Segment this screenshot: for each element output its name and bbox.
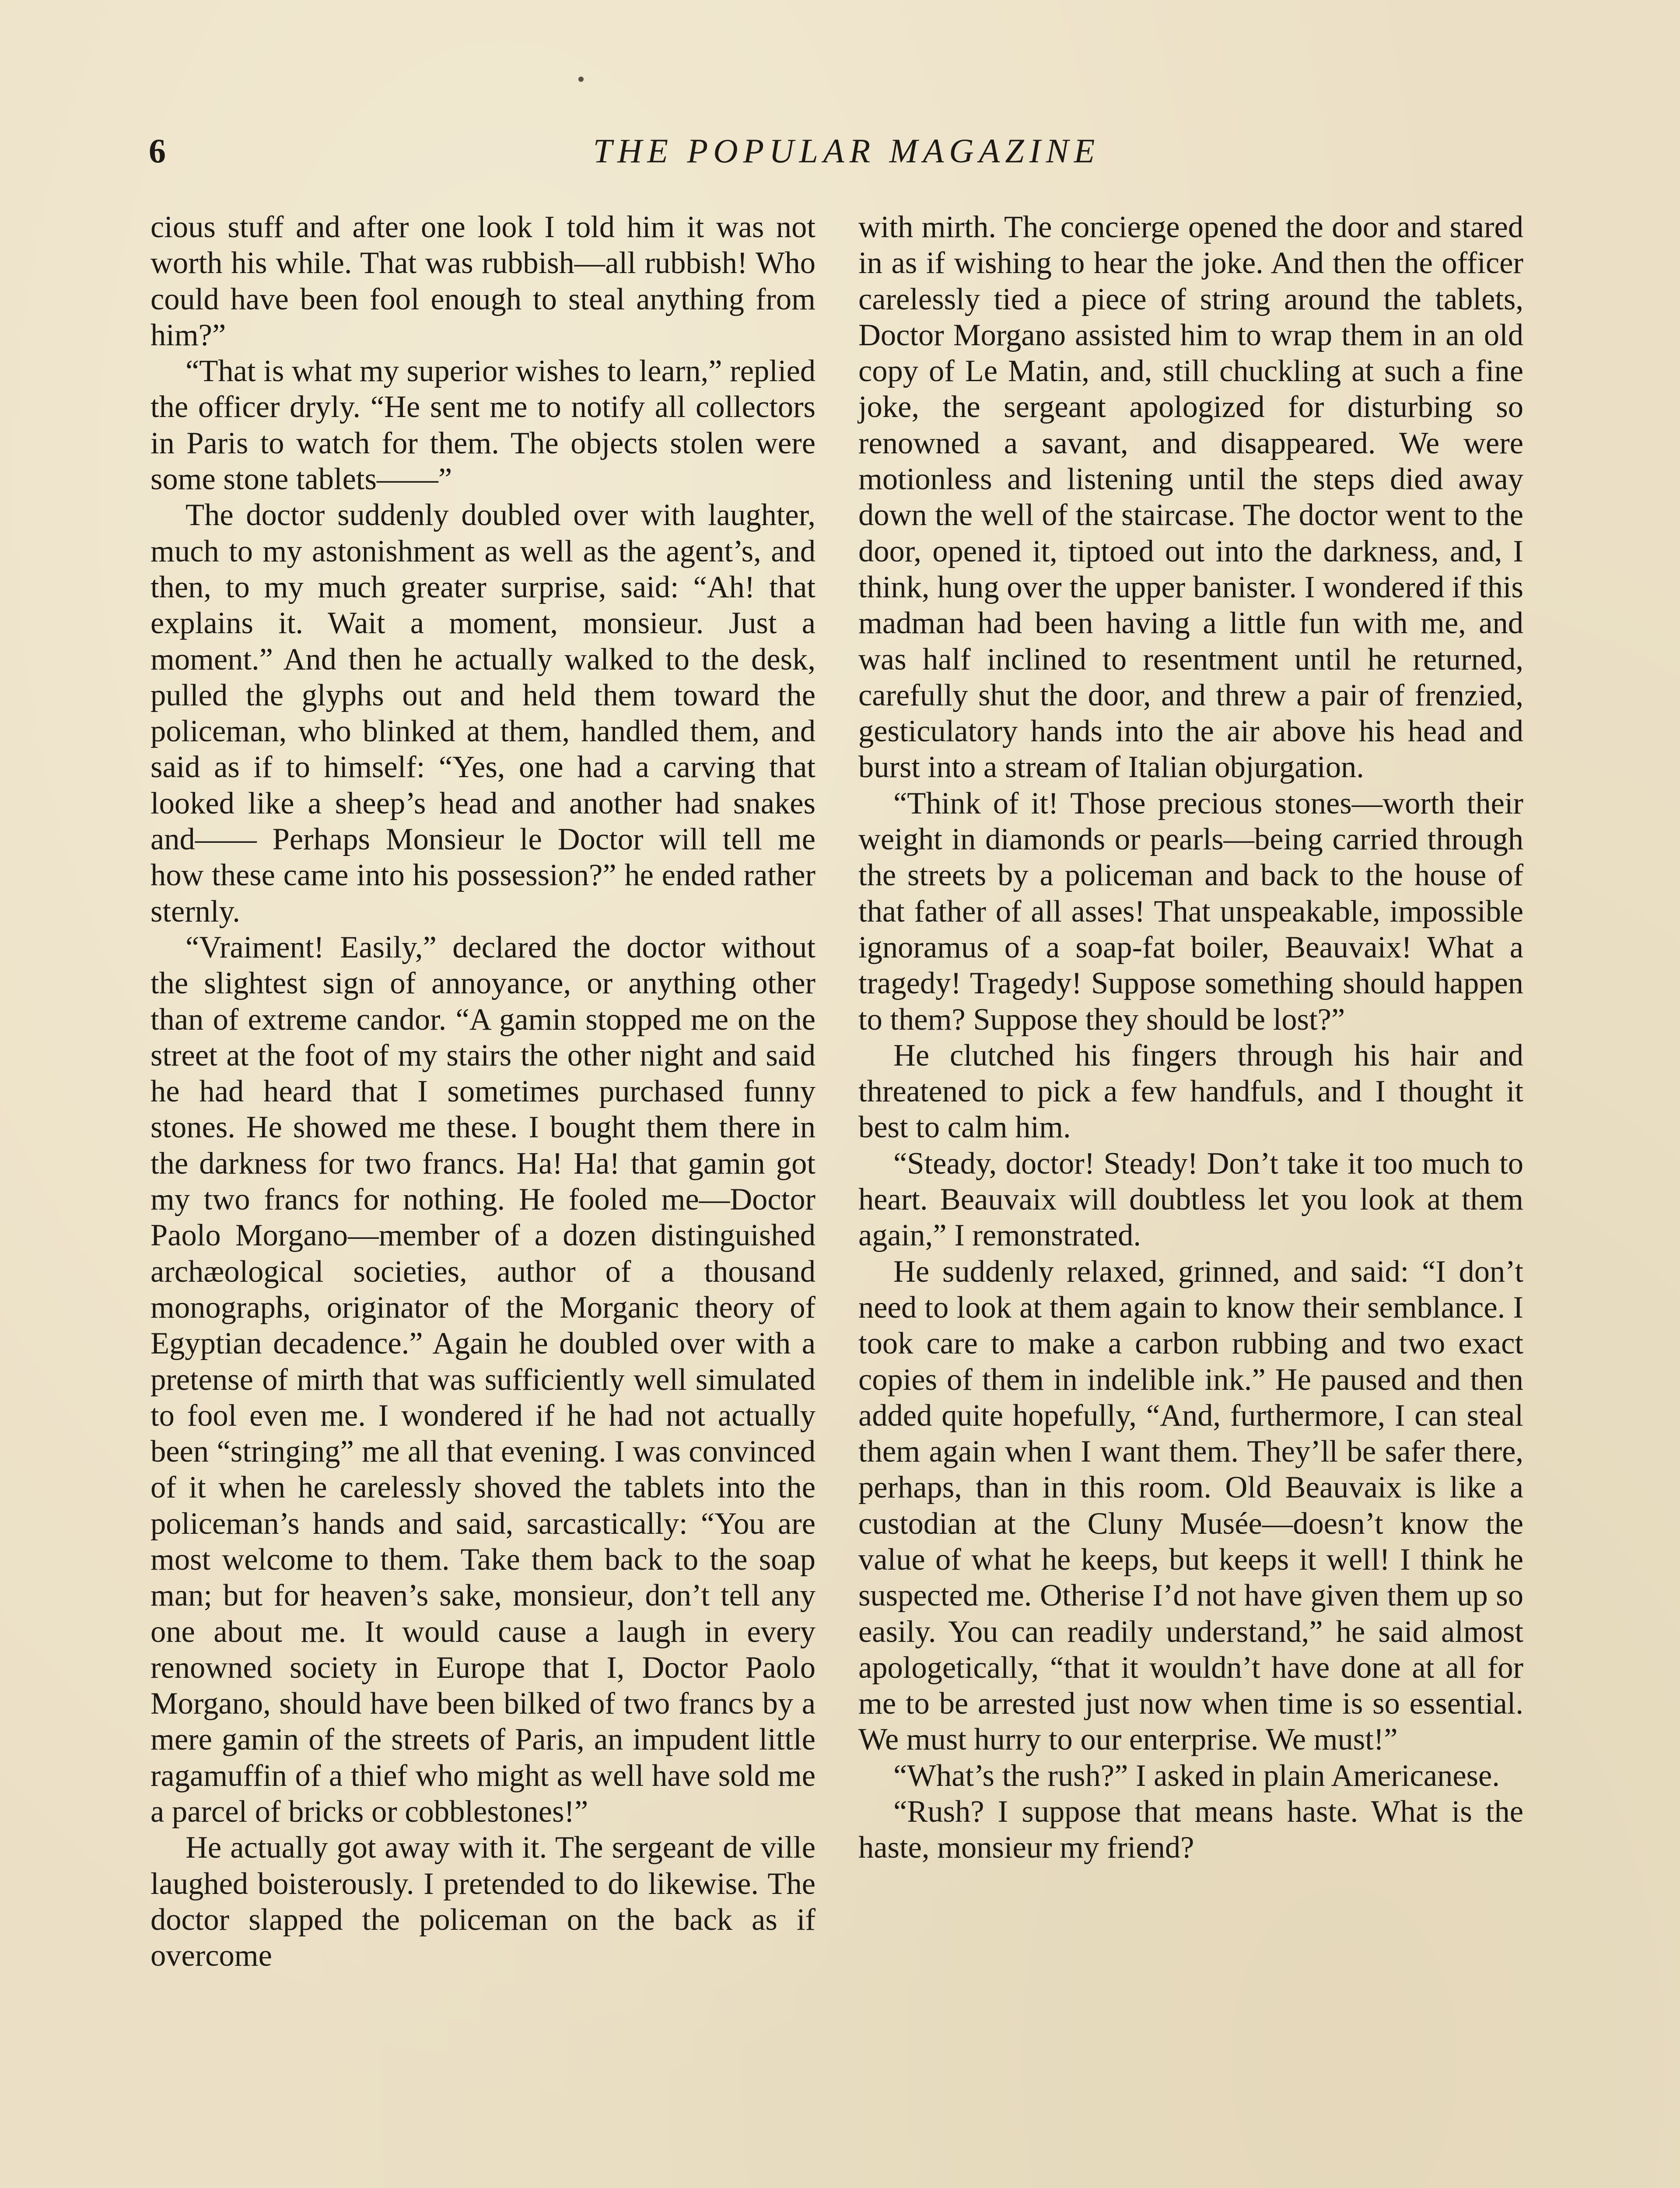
page-header xyxy=(149,131,1544,184)
paragraph: “Vraiment! Easily,” declared the doctor without the slightest sign of annoyance, or anything other than of extreme candor. “A gamin stopped me on the street at the foot of my stairs the other night and said he had heard that I sometimes purchased funny stones. He showed me these. I bought them there in the darkness for two francs. Ha! Ha! that gamin got my two francs for nothing. He fooled me—Doctor Paolo Morgano—member of a dozen distinguished archæological societies, author of a thousand monographs, originator of the Morganic theory of Egyptian decadence.” Again he doubled over with a pretense of mirth that was sufficiently well simulated to fool even me. I wondered if he had not actually been “stringing” me all that evening. I was convinced of it when he carelessly shoved the tablets into the policeman’s hands and said, sarcastically: “You are most welcome to them. Take them back to the soap man; but for heaven’s sake, monsieur, don’t tell any one about me. It would cause a laugh in every renowned society in Europe that I, Doctor Paolo Morgano, should have been bilked of two francs by a mere gamin of the streets of Paris, an impudent little ragamuffin of a thief who might as well have sold me a parcel of bricks or cobblestones!” xyxy=(150,930,816,1829)
paragraph: cious stuff and after one look I told him it was not worth his while. That was rubbish—all rubbish! Who could have been fool enough to steal anything from him?” xyxy=(150,210,816,352)
paragraph: “Rush? I suppose that means haste. What is the haste, monsieur my friend? xyxy=(858,1795,1523,1865)
paragraph: “Steady, doctor! Steady! Don’t take it too much to heart. Beauvaix will doubtless let you look at them again,” I remonstrated. xyxy=(858,1146,1523,1253)
page-number: 6 xyxy=(149,132,166,170)
paragraph: He clutched his fingers through his hair and threatened to pick a few handfuls, and I thought it best to calm him. xyxy=(858,1038,1523,1145)
paragraph: “That is what my superior wishes to learn,” replied the officer dryly. “He sent me to notify all collectors in Paris to watch for them. The objects stolen were some stone tablets——” xyxy=(150,354,816,497)
paragraph: “Think of it! Those precious stones—worth their weight in diamonds or pearls—being carried through the streets by a policeman and back to the house of that father of all asses! That unspeakable, impossible ignoramus of a soap-fat boiler, Beauvaix! What a tragedy! Tragedy! Suppose something should happen to them? Suppose they should be lost?” xyxy=(858,786,1523,1037)
paragraph: He actually got away with it. The sergeant de ville laughed boisterously. I pretended to do likewise. The doctor slapped the policeman on the back as if overcome xyxy=(150,1830,816,1973)
paper-speck xyxy=(578,77,584,82)
paragraph: He suddenly relaxed, grinned, and said: “I don’t need to look at them again to know their semblance. I took care to make a carbon rubbing and two exact copies of them in indelible ink.” He paused and then added quite hopefully, “And, furthermore, I can steal them again when I want them. They’ll be safer there, perhaps, than in this room. Old Beauvaix is like a custodian at the Cluny Musée—doesn’t know the value of what he keeps, but keeps it well! I think he suspected me. Otherise I’d not have given them up so easily. You can readily understand,” he said almost apologetically, “that it wouldn’t have done at all for me to be arrested just now when time is so essential. We must hurry to our enterprise. We must!” xyxy=(858,1254,1523,1757)
paragraph: “What’s the rush?” I asked in plain Americanese. xyxy=(893,1758,1500,1793)
running-head-title: THE POPULAR MAGAZINE xyxy=(593,132,1100,170)
left-text-column xyxy=(150,209,816,1974)
paragraph: The doctor suddenly doubled over with laughter, much to my astonishment as well as the agent’s, and then, to my much greater surprise, said: “Ah! that explains it. Wait a moment, monsieur. Just a moment.” And then he actually walked to the desk, pulled the glyphs out and held them toward the policeman, who blinked at them, handled them, and said as if to himself: “Yes, one had a carving that looked like a sheep’s head and another had snakes and—— Perhaps Monsieur le Doctor will tell me how these came into his possession?” he ended rather sternly. xyxy=(150,498,816,929)
paragraph: with mirth. The concierge opened the door and stared in as if wishing to hear the joke. And then the officer carelessly tied a piece of string around the tablets, Doctor Morgano assisted him to wrap them in an old copy of Le Matin, and, still chuckling at such a fine joke, the sergeant apologized for disturbing so renowned a savant, and disappeared. We were motionless and listening until the steps died away down the well of the staircase. The doctor went to the door, opened it, tiptoed out into the darkness, and, I think, hung over the upper banister. I wondered if this madman had been having a little fun with me, and was half inclined to resentment until he returned, carefully shut the door, and threw a pair of frenzied, gesticulatory hands into the air above his head and burst into a stream of Italian objurgation. xyxy=(858,210,1523,785)
right-text-column xyxy=(858,209,1523,1866)
